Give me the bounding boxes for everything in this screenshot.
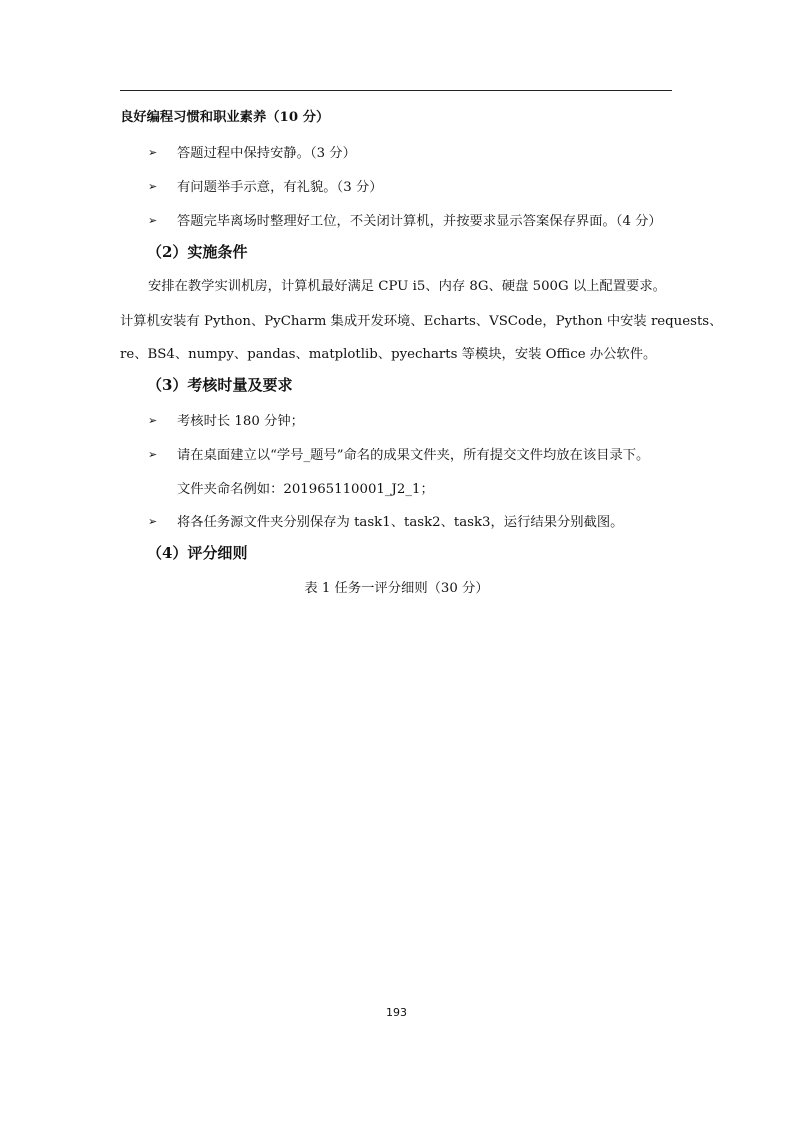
- list-item: [148, 212, 662, 231]
- header-rule: [120, 90, 672, 91]
- habits-heading: 良好编程习惯和职业素养（10 分）: [120, 110, 330, 125]
- list-item-text: 答题过程中保持安静。（3 分）: [177, 146, 356, 161]
- folder-naming-example: 文件夹命名例如：201965110001_J2_1；: [177, 482, 434, 497]
- list-item-text: 请在桌面建立以“学号_题号”命名的成果文件夹，所有提交文件均放在该目录下。: [177, 448, 650, 463]
- page-number: 193: [386, 1006, 407, 1019]
- bullet-arrow-icon: ➢: [148, 414, 158, 427]
- section-heading-time: （3）考核时量及要求: [147, 376, 293, 394]
- list-item: [148, 446, 649, 465]
- section-heading-scoring: （4）评分细则: [147, 544, 248, 562]
- list-item: [148, 412, 304, 431]
- paragraph-line: 计算机安装有 Python、PyCharm 集成开发环境、Echarts、VSCode，Python 中安装 requests、: [120, 314, 723, 329]
- list-item: [148, 144, 356, 163]
- list-item: [148, 513, 623, 532]
- list-item-text: 将各任务源文件夹分别保存为 task1、task2、task3，运行结果分别截图。: [177, 515, 624, 530]
- list-item-text: 考核时长 180 分钟；: [177, 414, 304, 429]
- list-item-text: 答题完毕离场时整理好工位，不关闭计算机，并按要求显示答案保存界面。（4 分）: [177, 214, 662, 229]
- section-heading-conditions: （2）实施条件: [147, 243, 248, 261]
- list-item-text: 有问题举手示意，有礼貌。（3 分）: [177, 180, 383, 195]
- bullet-arrow-icon: ➢: [148, 180, 158, 193]
- bullet-arrow-icon: ➢: [148, 214, 158, 227]
- table-caption: 表 1 任务一评分细则（30 分）: [304, 581, 489, 596]
- paragraph-line: re、BS4、numpy、pandas、matplotlib、pyecharts 等模块，安装 Office 办公软件。: [120, 347, 657, 362]
- bullet-arrow-icon: ➢: [148, 448, 158, 461]
- paragraph-line: 安排在教学实训机房，计算机最好满足 CPU i5、内存 8G、硬盘 500G 以上配置要求。: [148, 279, 666, 294]
- list-item: [148, 178, 383, 197]
- bullet-arrow-icon: ➢: [148, 146, 158, 159]
- bullet-arrow-icon: ➢: [148, 515, 158, 528]
